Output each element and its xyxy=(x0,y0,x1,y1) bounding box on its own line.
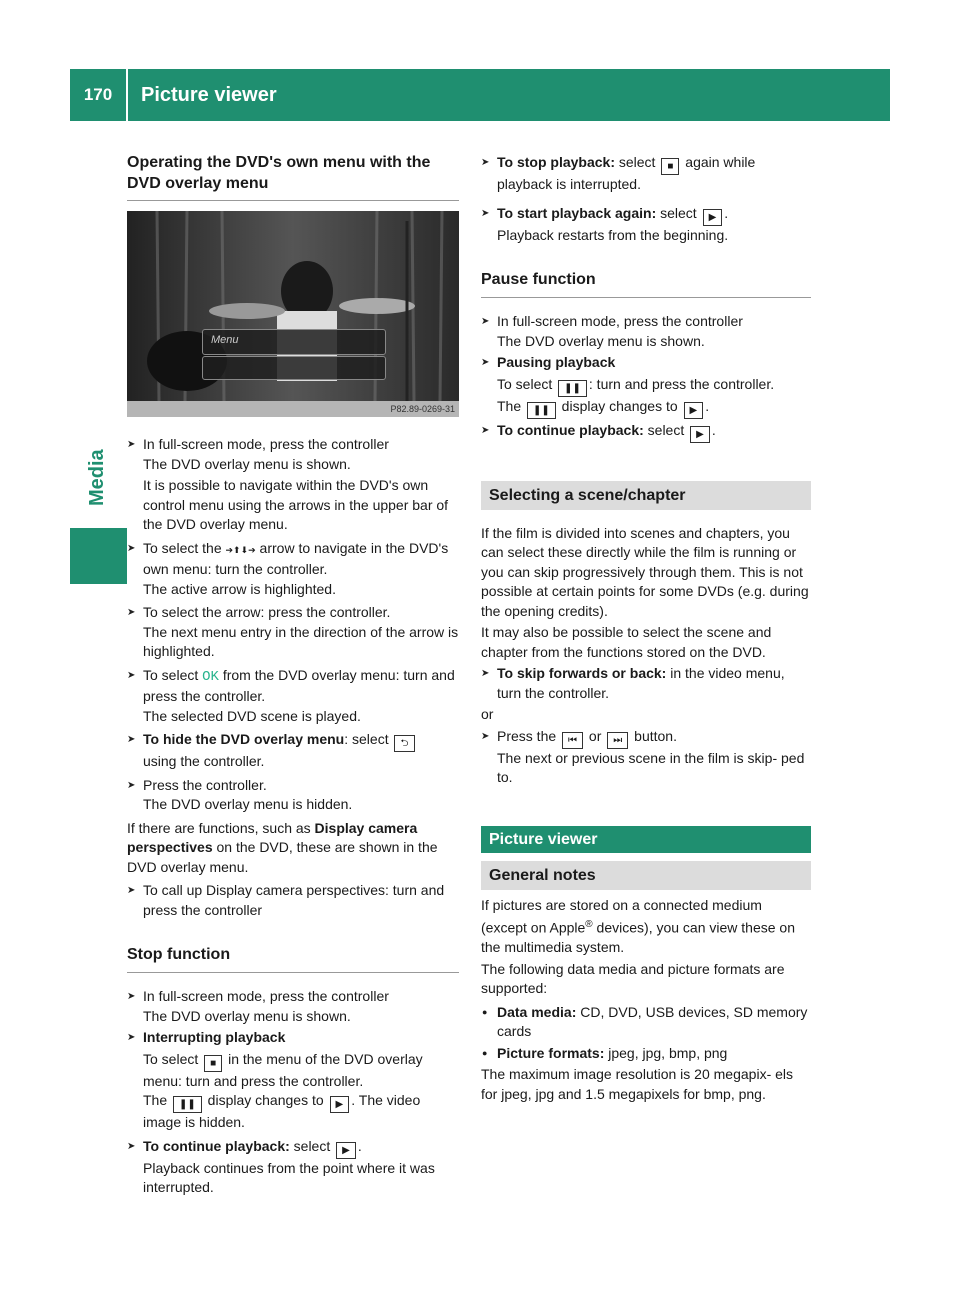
step-2-line2: The active arrow is highlighted. xyxy=(143,580,336,597)
stop-step-2-bold: Interrupting playback xyxy=(143,1029,286,1045)
stop-step-2-l3-pre: The xyxy=(143,1092,172,1108)
stop-playback-post: select xyxy=(614,154,660,170)
scene-paragraph-2: It may also be possible to select the scene and chapter from the functions stored on the DVD. xyxy=(481,624,772,660)
registered-mark: ® xyxy=(585,919,593,930)
gn-p1-post: devices), you can view these on the multimedia system. xyxy=(481,919,796,956)
general-notes-paragraph-2: The following data media and picture formats are supported: xyxy=(481,960,785,997)
stop-step-2 xyxy=(127,1028,459,1048)
step-1 xyxy=(127,435,459,474)
overlay-bottom-bar xyxy=(202,356,386,380)
pause-step-3-bold: To continue playback: xyxy=(497,421,644,438)
pause-step-2-pre: To select xyxy=(497,375,557,392)
skip-post: in the video menu, turn the controller. xyxy=(497,665,785,701)
press-step xyxy=(481,727,811,788)
stop-step-2-post: in the menu of the DVD overlay menu: turn and press the controller. xyxy=(143,1050,423,1089)
step-camera: ➤ To call up Display camera perspectives: turn and press the controller xyxy=(127,881,459,920)
step-5 xyxy=(127,730,459,772)
section-rule-stop xyxy=(127,972,459,973)
play-icon: ▶ xyxy=(703,209,723,226)
step-2-pre: To select the xyxy=(143,539,226,556)
stop-step-2-l3-post: . The video image is hidden. xyxy=(143,1092,421,1130)
or-text: or xyxy=(481,706,494,722)
stop-steps xyxy=(127,987,459,1198)
stop-step-1-line1: In full-screen mode, press the controller xyxy=(143,988,389,1004)
pause-step-1-line1: In full-screen mode, press the controller xyxy=(497,313,743,329)
stop-step-3-bold: To continue playback: xyxy=(143,1137,290,1154)
stop-step-2-pre: To select xyxy=(143,1050,203,1067)
start-playback-line2: Playback restarts from the beginning. xyxy=(497,226,729,243)
right-column xyxy=(481,153,811,1104)
step-5-post2: using the controller. xyxy=(143,753,265,769)
next-track-icon: ⏭ xyxy=(607,732,628,749)
stop-step-1 xyxy=(127,987,459,1026)
section-heading-pause: Pause function xyxy=(481,271,596,288)
start-playback-end: . xyxy=(724,204,729,221)
step-5-bold: To hide the DVD overlay menu xyxy=(143,731,345,747)
step-3 xyxy=(127,603,459,662)
stop-step-2-body xyxy=(127,1050,459,1133)
back-icon: ⮌ xyxy=(394,735,414,752)
pause-step-1 xyxy=(481,312,811,351)
stop-step-3-line2: Playback continues from the point where it was interrupted. xyxy=(143,1159,435,1195)
pause-step-3-end: . xyxy=(711,421,716,438)
step-4-pre: To select xyxy=(143,666,203,683)
pause-step-2-post: : turn and press the controller. xyxy=(588,375,775,392)
page-title: Picture viewer xyxy=(141,84,277,106)
pause-step-2-l3-pre: The xyxy=(497,397,526,414)
start-playback-bold: To start playback again: xyxy=(497,204,657,221)
pause-step-2 xyxy=(481,353,811,373)
pause-step-3 xyxy=(481,421,811,443)
section-heading-stop: Stop function xyxy=(127,946,231,963)
stop-playback-step xyxy=(481,153,811,195)
image-code: P82.89-0269-31 xyxy=(390,404,455,414)
dvd-video-image xyxy=(127,211,459,417)
gn-p1-pre: If pictures are stored on a connected medium (except on Apple xyxy=(481,896,762,936)
section-rule-pause xyxy=(481,297,811,298)
bullet-2-post: jpeg, jpg, bmp, png xyxy=(604,1044,728,1061)
step-3-line2: The next menu entry in the direction of the arrow is highlighted. xyxy=(143,623,459,659)
overlay-menu-label: Menu xyxy=(211,334,239,346)
pause-icon: ❚❚ xyxy=(558,380,587,397)
play-icon: ▶ xyxy=(330,1096,350,1113)
press-post: button. xyxy=(630,727,677,744)
general-notes-paragraph-3: The maximum image resolution is 20 megapix- els for jpeg, jpg and 1.5 megapixels for bmp, png. xyxy=(481,1066,794,1102)
camera-paragraph xyxy=(127,819,459,878)
bullet-picture-formats xyxy=(481,1044,811,1064)
step-3-line1: To select the arrow: press the controller. xyxy=(143,604,391,620)
section-heading-scene: Selecting a scene/chapter xyxy=(481,481,811,510)
step-5-post: : select xyxy=(344,731,393,747)
start-playback-post: select xyxy=(656,204,701,221)
previous-track-icon: ⏮ xyxy=(562,732,583,749)
stop-step-3 xyxy=(127,1137,459,1198)
bullet-2-bold: Picture formats: xyxy=(497,1044,605,1061)
scene-paragraph-1: If the film is divided into scenes and chapters, you can select these directly while the film is running or you can skip progressively through them. This is not possible at certain points for some DVDs (e.g. during the opening credits). xyxy=(481,524,809,619)
pause-icon: ❚❚ xyxy=(527,402,556,419)
left-steps xyxy=(127,435,459,920)
stop-step-3-post: select xyxy=(289,1137,335,1154)
pause-steps xyxy=(481,312,811,443)
video-illustration xyxy=(127,211,459,417)
step-6-line2: The DVD overlay menu is hidden. xyxy=(143,796,353,812)
left-column xyxy=(127,152,459,1198)
pause-step-2-l3-mid: display changes to xyxy=(557,397,682,414)
press-pre: Press the xyxy=(497,727,561,744)
stop-step-2-l3-mid: display changes to xyxy=(203,1092,328,1108)
stop-step-3-end: . xyxy=(357,1137,362,1154)
pause-icon: ❚❚ xyxy=(173,1096,202,1113)
skip-bold: To skip forwards or back: xyxy=(497,665,667,681)
pause-step-2-body xyxy=(481,375,811,419)
bullet-1-bold: Data media: xyxy=(497,1003,577,1020)
play-icon: ▶ xyxy=(690,426,710,443)
step-2 xyxy=(127,539,459,600)
section-rule xyxy=(127,200,459,201)
overlay-top-bar xyxy=(202,329,386,355)
pause-step-1-line2: The DVD overlay menu is shown. xyxy=(497,332,705,349)
stop-icon: ■ xyxy=(204,1055,222,1072)
step-2-post: arrow to navigate in the DVD's own menu: turn the controller. xyxy=(143,539,449,577)
step-6 xyxy=(127,776,459,815)
stop-step-1-line2: The DVD overlay menu is shown. xyxy=(143,1007,351,1024)
play-icon: ▶ xyxy=(336,1142,356,1159)
section-heading-general-notes: General notes xyxy=(481,861,811,890)
arrows-icon: ➔⬆⬇➔ xyxy=(225,544,256,555)
pause-step-2-l3-end: . xyxy=(705,397,710,414)
side-tab-label: Media xyxy=(86,449,108,506)
skip-step xyxy=(481,664,811,703)
stop-icon: ■ xyxy=(661,158,679,175)
step-1-line1: In full-screen mode, press the controller xyxy=(143,436,389,452)
start-playback-step xyxy=(481,204,811,246)
header-divider xyxy=(126,69,128,121)
ok-key: OK xyxy=(202,668,219,685)
step-4-post: from the DVD overlay menu: turn and press the controller. xyxy=(143,666,455,704)
play-icon: ▶ xyxy=(684,402,704,419)
general-notes-paragraph-1 xyxy=(481,896,811,958)
step-4 xyxy=(127,666,459,727)
step-1-line2: The DVD overlay menu is shown. xyxy=(143,455,351,472)
bullet-1-post: CD, DVD, USB devices, SD memory cards xyxy=(497,1003,808,1040)
press-mid: or xyxy=(585,727,606,744)
side-tab-block xyxy=(70,528,127,584)
step-1-note: It is possible to navigate within the DVD's own control menu using the arrows in the upper bar of the DVD overlay menu. xyxy=(143,477,449,532)
section-heading-picture-viewer: Picture viewer xyxy=(481,826,811,853)
stop-playback-end: again while playback is interrupted. xyxy=(497,154,756,192)
pause-step-3-post: select xyxy=(643,421,689,438)
bullet-data-media xyxy=(481,1003,811,1042)
pause-step-2-bold: Pausing playback xyxy=(497,354,616,370)
press-line2: The next or previous scene in the film is skip- ped to. xyxy=(497,749,805,785)
section-heading-dvd-menu: Operating the DVD's own menu with the DVD overlay menu xyxy=(127,154,431,192)
step-4-line2: The selected DVD scene is played. xyxy=(143,707,361,724)
stop-playback-bold: To stop playback: xyxy=(497,154,615,170)
camera-para-bold: Display camera perspectives xyxy=(127,819,418,855)
step-6-line1: Press the controller. xyxy=(143,776,267,793)
camera-para-pre: If there are functions, such as xyxy=(127,819,315,836)
page-number: 170 xyxy=(83,85,113,104)
camera-para-post: on the DVD, these are shown in the DVD overlay menu. xyxy=(127,839,438,875)
